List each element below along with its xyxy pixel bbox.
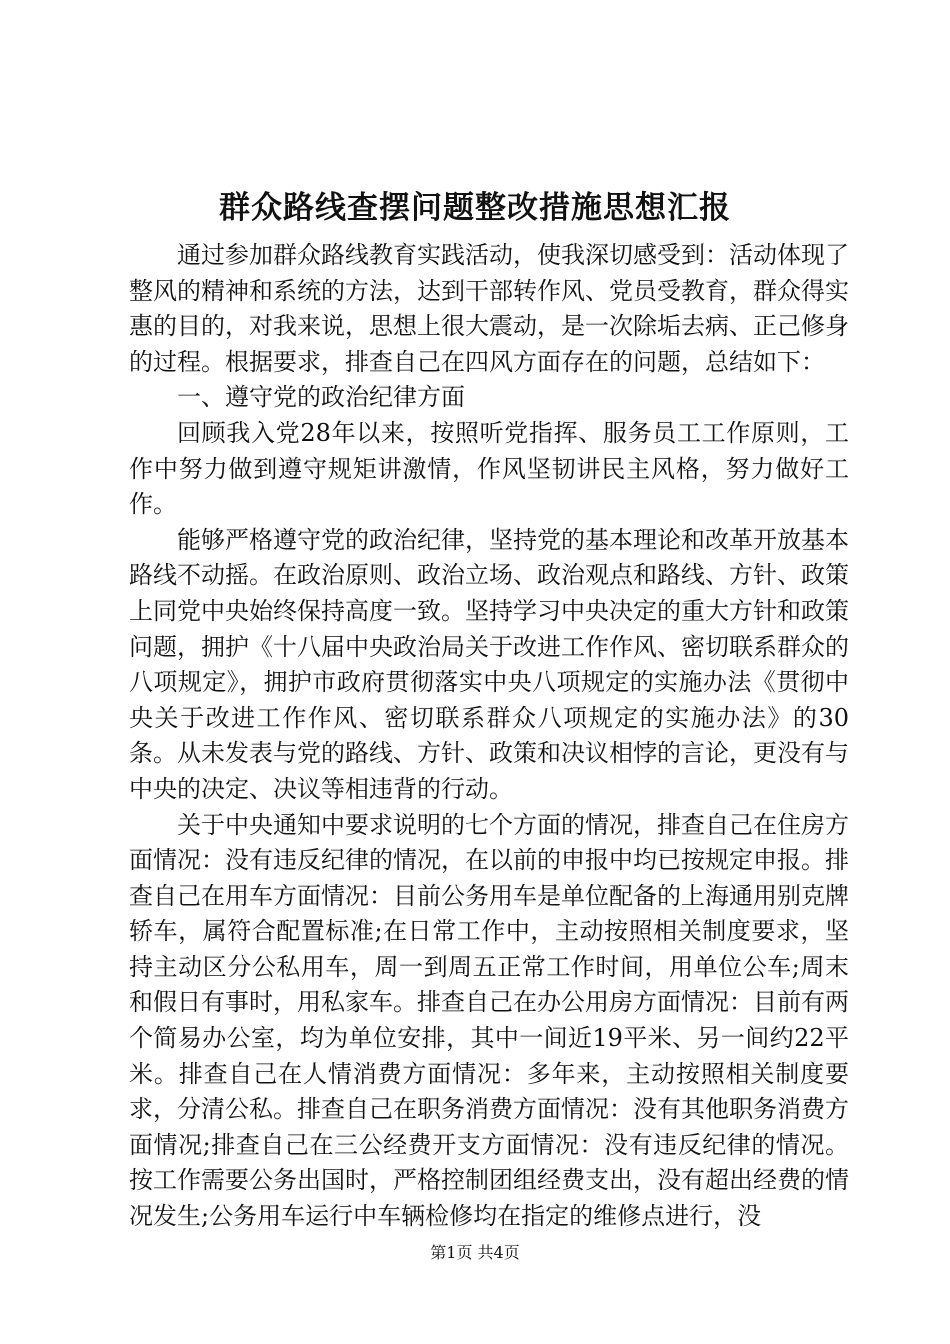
section-heading: 一、遵守党的政治纪律方面 — [177, 383, 465, 412]
paragraph-review: 回顾我入党28年以来，按照听党指挥、服务员工工作原则，工作中努力做到遵守规矩讲激情，作风坚韧讲民主风格，努力做好工作。 — [129, 418, 849, 519]
document-title: 群众路线查摆问题整改措施思想汇报 — [219, 190, 731, 226]
paragraph-seven-aspects: 关于中央通知中要求说明的七个方面的情况，排查自己在住房方面情况：没有违反纪律的情况，在以前的申报中均已按规定申报。排查自己在用车方面情况：目前公务用车是单位配备的上海通用别克牌轿车，属符合配置标准;在日常工作中，主动按照相关制度要求，坚持主动区分公私用车，周一到周五正常工作时间，用单位公车;周末和假日有事时，用私家车。排查自己在办公用房方面情况：目前有两个简易办公室，均为单位安排，其中一间近19平米、另一间约22平米。排查自己在人情消费方面情况：多年来，主动按照相关制度要求，分清公私。排查自己在职务消费方面情况：没有其他职务消费方面情况;排查自己在三公经费开支方面情况：没有违反纪律的情况。按工作需要公务出国时，严格控制团组经费支出，没有超出经费的情况发生;公务用车运行中车辆检修均在指定的维修点进行，没 — [129, 810, 849, 1231]
paragraph-intro: 通过参加群众路线教育实践活动，使我深切感受到：活动体现了整风的精神和系统的方法，达到干部转作风、党员受教育，群众得实惠的目的，对我来说，思想上很大震动，是一次除垢去病、正己修身的过程。根据要求，排查自己在四风方面存在的问题，总结如下： — [129, 241, 849, 376]
paragraph-discipline: 能够严格遵守党的政治纪律，坚持党的基本理论和改革开放基本路线不动摇。在政治原则、政治立场、政治观点和路线、方针、政策上同党中央始终保持高度一致。坚持学习中央决定的重大方针和政策问题，拥护《十八届中央政治局关于改进工作作风、密切联系群众的八项规定》，拥护市政府贯彻落实中央八项规定的实施办法《贯彻中央关于改进工作作风、密切联系群众八项规定的实施办法》的30条。从未发表与党的路线、方针、政策和决议相悖的言论，更没有与中央的决定、决议等相违背的行动。 — [129, 525, 849, 803]
document-body — [129, 238, 849, 1235]
page-number-footer: 第1页 共4页 — [430, 1243, 520, 1262]
